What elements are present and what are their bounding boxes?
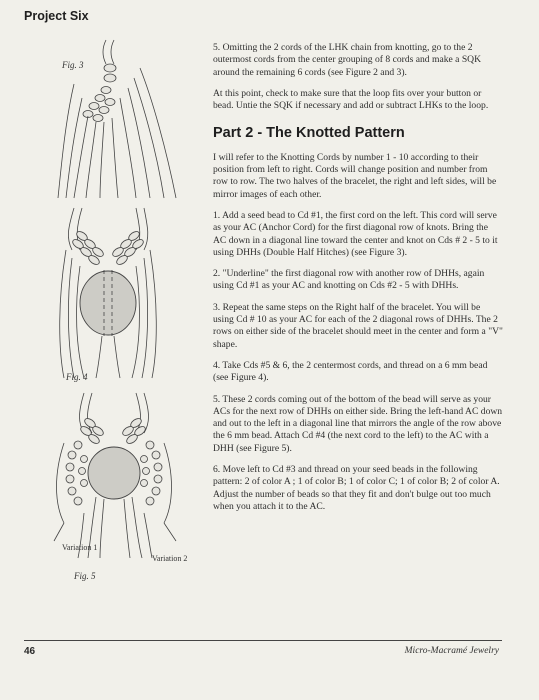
footer-book-title: Micro-Macramé Jewelry: [404, 646, 499, 656]
figure-3-label: Fig. 3: [62, 60, 84, 70]
figure-5-label: Fig. 5: [74, 571, 96, 581]
footer-rule: [24, 640, 502, 641]
step-3-paragraph: 3. Repeat the same steps on the Right half of the bracelet. You will be using Cd # 10 as your AC for each of the 2 diagonal rows of DHHs. The 2 rows on either side of the bracelet should meet in the center and form a "V" shape.: [213, 301, 503, 350]
variation-2-label: Variation 2: [152, 554, 188, 563]
running-header: Project Six: [24, 9, 89, 23]
step-6-paragraph: 6. Move left to Cd #3 and thread on your seed beads in the following pattern: 2 of color A ; 1 of color B; 1 of color C; 1 of color B; 2 of color A. Adjust the number of beads so that they fit and don't bulge out too much when you attach it to the AC.: [213, 464, 500, 512]
step-1-paragraph: 1. Add a seed bead to Cd #1, the first cord on the left. This cord will serve as your AC (Anchor Cord) for the first diagonal row of knots. Bring the AC down in a diagonal line toward the center and knot on Cds # 2 - 5 to it using DHHs (Double Half Hitches) (see Figure 3).: [213, 209, 498, 258]
section-intro-paragraph: I will refer to the Knotting Cords by number 1 - 10 according to their position from left to right. Cords will change position and number from row to row. The two halves of the bracelet, the right and left sides, will be mirror images of each other.: [213, 151, 497, 200]
step-4-paragraph: 4. Take Cds #5 & 6, the 2 centermost cords, and thread on a 6 mm bead (see Figure 4).: [213, 359, 488, 384]
figure-5-drawing: [54, 393, 176, 558]
step-5b-paragraph: 5. These 2 cords coming out of the bottom of the bead will serve as your ACs for the next row of DHHs on either side. Bring the left-hand AC down and out to the left in a diagonal line that mirrors the angle of the row above the 6 mm bead. Attach Cd #4 (the next cord to the left) to the AC with a DHH (see Figure 5).: [213, 393, 503, 454]
macrame-illustrations: [44, 38, 204, 598]
step-5-paragraph: 5. Omitting the 2 cords of the LHK chain from knotting, go to the 2 outermost cords from the center grouping of 8 cords and make a SQK around the remaining 6 cords (see Figure 2 and 3).: [213, 42, 482, 78]
figure-column: [44, 38, 204, 598]
loop-check-paragraph: At this point, check to make sure that the loop fits over your button or bead. Untie the SQK if necessary and add or subtract LHKs to the loop.: [213, 87, 489, 112]
figure-4-drawing: [60, 208, 157, 378]
variation-1-label: Variation 1: [62, 543, 98, 552]
step-2-paragraph: 2. "Underline" the first diagonal row with another row of DHHs, again using Cd #1 as your AC and knotting on Cds #2 - 5 with DHHs.: [213, 268, 485, 292]
text-column: [213, 42, 503, 522]
page-number: 46: [24, 646, 36, 657]
section-heading: Part 2 - The Knotted Pattern: [213, 125, 405, 142]
figure-4-label: Fig. 4: [66, 372, 88, 382]
